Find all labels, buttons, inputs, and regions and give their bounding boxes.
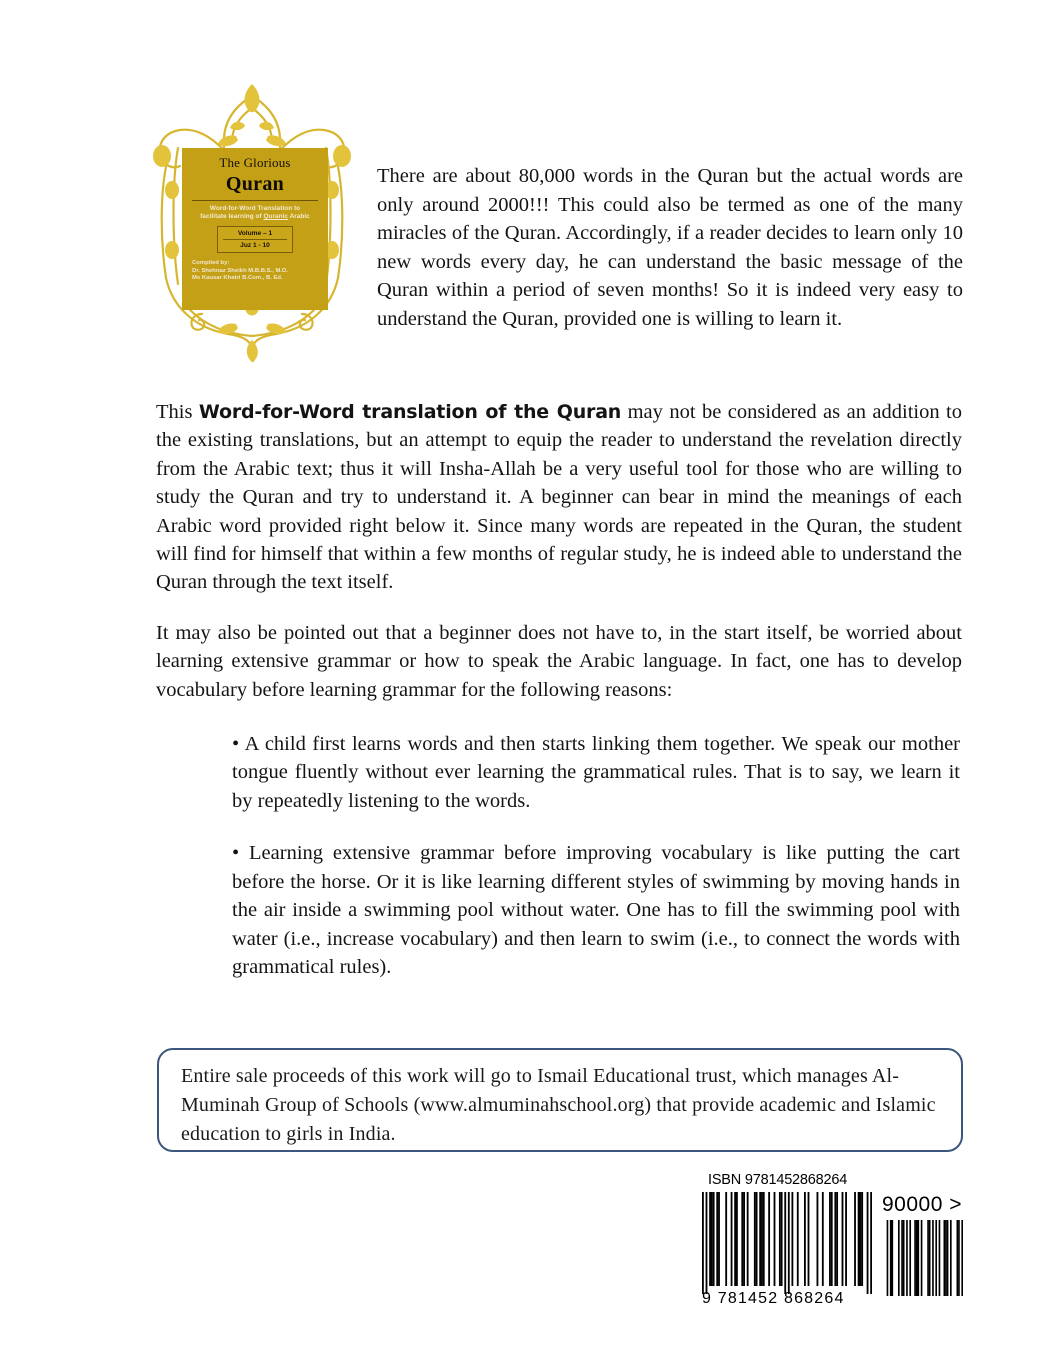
cover-panel bbox=[182, 148, 328, 310]
para1-after: may not be considered as an addition to the existing translations, but an attempt to equip the reader to understand the revelation directly from the Arabic text; thus it will Insha-Allah be a very useful tool for those who are willing to study the Quran and try to understand it. A beginner can bear in mind the meanings of each Arabic word provided right below it. Since many words are repeated in the Quran, the student will find for himself that within a few months of regular study, he is indeed able to understand the Quran through the text itself. bbox=[156, 401, 962, 594]
cover-credits-line3: Ms Kausar Khatri B.Com., B. Ed. bbox=[192, 275, 283, 282]
list-item: • Learning extensive grammar before improving vocabulary is like putting the cart before the horse. Or it is like learning different styles of swimming by moving hands in the air inside a swimming pool without water. One has to fill the swimming pool with water (i.e., increase vocabulary) and then learn to swim (i.e., to connect the words with grammatical rules). bbox=[232, 842, 960, 978]
cover-subtitle-line1: Word-for-Word Translation to bbox=[209, 205, 301, 212]
cover-credits bbox=[190, 260, 320, 283]
cover-subtitle-line2a: facilitate learning of bbox=[200, 213, 264, 220]
cover-subtitle-line2c: Arabic bbox=[288, 213, 310, 220]
cover-title-line2: Quran bbox=[225, 173, 285, 195]
cover-volume-box bbox=[217, 226, 293, 253]
body-column bbox=[156, 398, 962, 981]
ean13-barcode-icon bbox=[702, 1192, 872, 1294]
callout-text: Entire sale proceeds of this work will go to Ismail Educational trust, which manages Al-Muminah Group of Schools (www.almuminahschool.org) that provide academic and Islamic education to girls in India. bbox=[181, 1065, 936, 1145]
barcode-area bbox=[702, 1172, 1002, 1312]
sale-proceeds-callout bbox=[157, 1048, 963, 1152]
ean5-addon-barcode-icon bbox=[885, 1220, 963, 1296]
intro-paragraph: There are about 80,000 words in the Quran but the actual words are only around 2000!!! This could also be termed as one of the many miracles of the Quran. Accordingly, if a reader decides to learn only 10 new words every day, he can understand the basic message of the Quran within a period of seven months! So it is indeed very easy to understand the Quran, provided one is willing to learn it. bbox=[377, 165, 963, 330]
cover-volume-divider bbox=[223, 239, 287, 240]
cover-credits-line1: Compiled by: bbox=[192, 260, 230, 266]
ean-digits: 9 781452 868264 bbox=[702, 1290, 845, 1307]
reasons-list bbox=[156, 730, 962, 981]
price-addon-label: 90000 > bbox=[882, 1193, 962, 1216]
cover-divider bbox=[192, 200, 318, 201]
book-cover-thumbnail bbox=[132, 78, 372, 378]
paragraph-word-for-word bbox=[156, 398, 962, 597]
cover-credits-line2: Dr. Shehnaz Sheikh M.B.B.S., M.D. bbox=[192, 267, 288, 274]
cover-juz-label: Juz 1 - 10 bbox=[240, 242, 270, 249]
top-block bbox=[0, 78, 1044, 378]
paragraph-grammar-intro: It may also be pointed out that a beginner does not have to, in the start itself, be worried about learning extensive grammar or how to speak the Arabic language. In fact, one has to develop vocabulary before learning grammar for the following reasons: bbox=[156, 621, 962, 701]
cover-title-line1: The Glorious bbox=[219, 155, 291, 170]
isbn-label: ISBN 9781452868264 bbox=[708, 1172, 848, 1188]
list-item: • A child first learns words and then starts linking them together. We speak our mother tongue fluently without ever learning the grammatical rules. That is to say, we learn it by repeatedly listening to the words. bbox=[232, 733, 960, 812]
cover-subtitle bbox=[190, 205, 320, 221]
cover-subtitle-line2b: Quranic bbox=[263, 213, 288, 220]
para1-strong-phrase: Word-for-Word translation of the Quran bbox=[198, 401, 622, 423]
cover-volume-label: Volume – 1 bbox=[237, 230, 273, 237]
para1-before: This bbox=[156, 401, 199, 423]
